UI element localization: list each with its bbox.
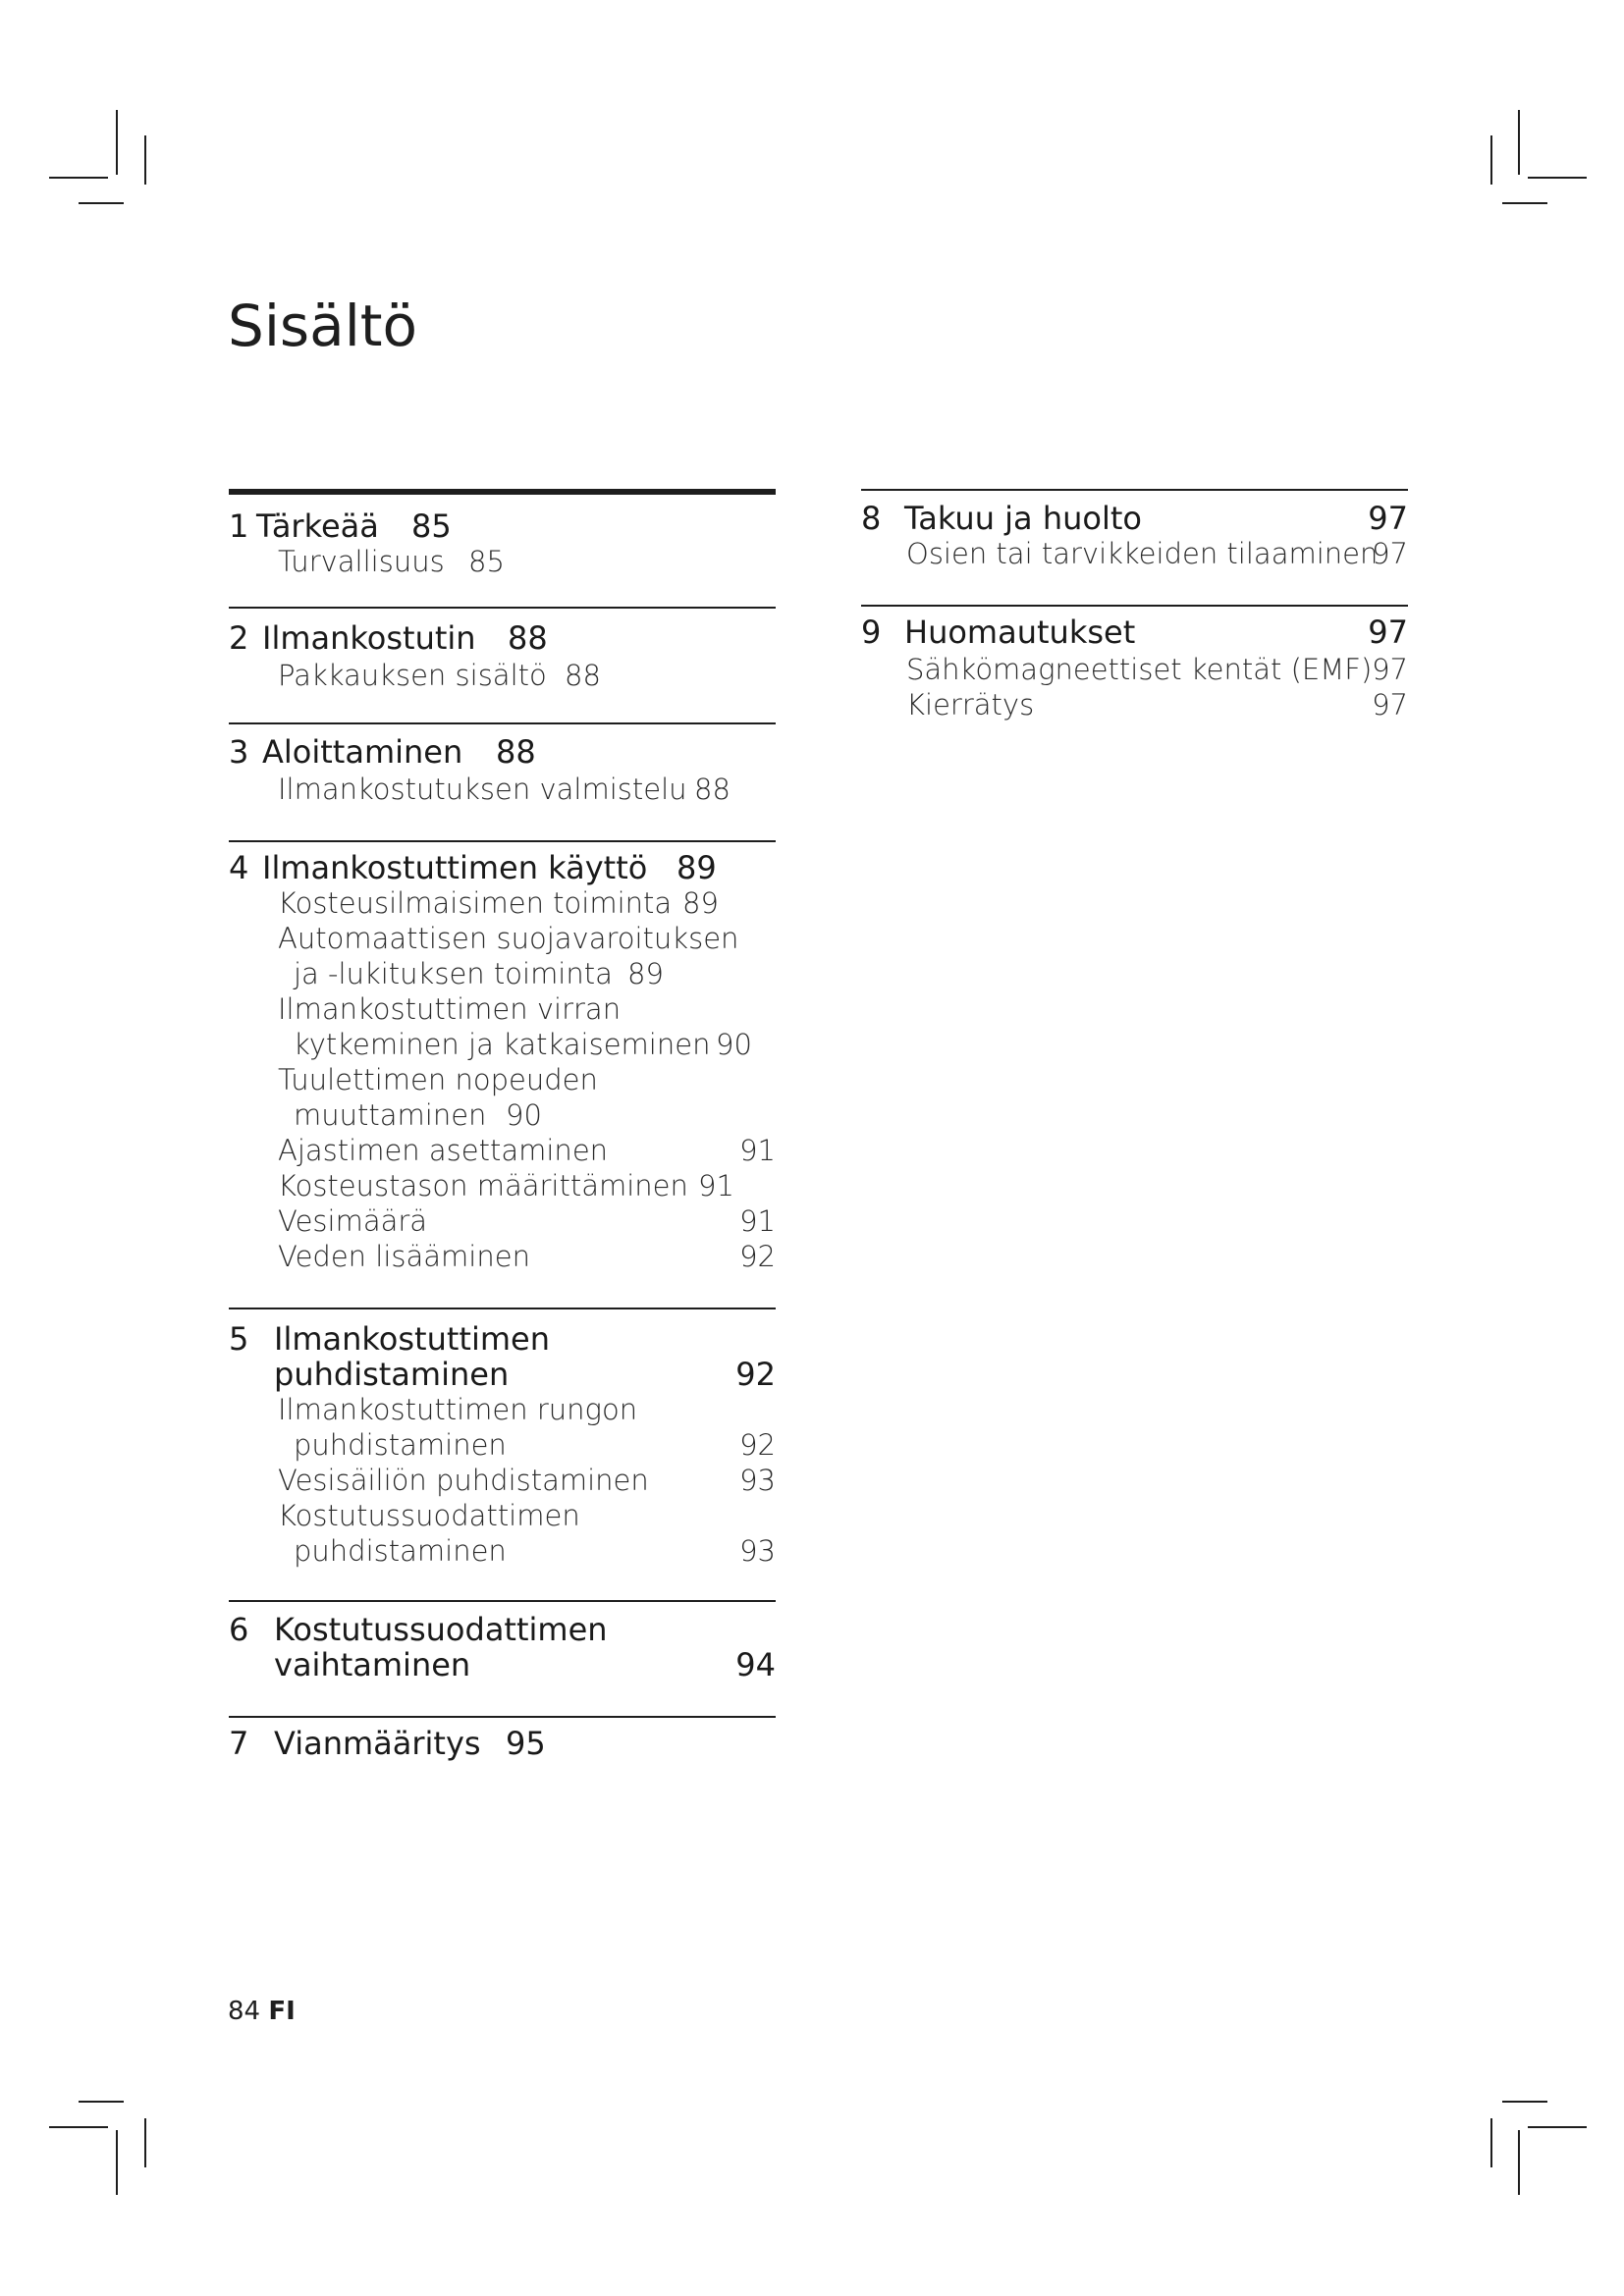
toc-section-5 <box>229 1308 776 1600</box>
entry-title-line1: Automaattisen suojavaroituksen <box>278 922 739 955</box>
toc-heading-2[interactable] <box>229 620 776 656</box>
section-title: Huomautukset <box>904 614 1136 651</box>
toc-entry[interactable] <box>861 687 1408 722</box>
toc-heading-3[interactable] <box>229 734 776 770</box>
section-title-line2: puhdistaminen <box>274 1356 510 1393</box>
section-page: 85 <box>411 507 452 545</box>
section-title: Ilmankostuttimen käyttö <box>262 849 648 886</box>
section-page: 97 <box>1368 614 1408 651</box>
toc-entry-continued[interactable] <box>229 956 776 991</box>
toc-heading-9[interactable] <box>861 614 1408 650</box>
section-title-line2: vaihtaminen <box>274 1646 471 1683</box>
entry-page: 97 <box>1372 688 1408 721</box>
section-title-line1: Kostutussuodattimen <box>274 1611 608 1648</box>
entry-page: 91 <box>739 1134 776 1167</box>
toc-section-6 <box>229 1600 776 1716</box>
toc-section-8 <box>861 489 1408 605</box>
toc-entry[interactable] <box>229 1498 776 1533</box>
section-page: 95 <box>506 1725 546 1762</box>
entry-title: Kierrätys <box>906 688 1035 721</box>
section-title-line1: Ilmankostuttimen <box>274 1320 550 1358</box>
toc-heading-8[interactable] <box>861 501 1408 536</box>
entry-title-line1: Ilmankostuttimen virran <box>278 992 622 1026</box>
section-page: 94 <box>735 1646 776 1683</box>
section-title: Tärkeää <box>256 507 379 545</box>
entry-title: Pakkauksen sisältö <box>278 659 547 692</box>
entry-page: 90 <box>506 1098 542 1132</box>
entry-page: 92 <box>739 1240 776 1273</box>
toc-entry-continued[interactable] <box>229 1533 776 1569</box>
entry-title-line2: kytkeminen ja katkaiseminen <box>294 1028 711 1061</box>
section-number: 1 <box>229 507 249 545</box>
entry-page: 88 <box>565 659 601 692</box>
entry-title: Ajastimen asettaminen <box>278 1134 609 1167</box>
toc-entry-continued[interactable] <box>229 1427 776 1463</box>
entry-page: 92 <box>739 1428 776 1462</box>
toc-heading-6[interactable] <box>229 1612 776 1647</box>
toc-entry-continued[interactable] <box>229 1027 776 1062</box>
entry-title: Ilmankostutuksen valmistelu <box>278 773 687 806</box>
entry-page: 97 <box>1372 537 1408 570</box>
section-page: 88 <box>496 733 536 771</box>
section-page: 97 <box>1368 500 1408 537</box>
toc-heading-7[interactable] <box>229 1726 776 1761</box>
entry-title-line2: puhdistaminen <box>294 1428 507 1462</box>
entry-page: 93 <box>739 1534 776 1568</box>
toc-section-1 <box>229 489 776 607</box>
entry-page: 91 <box>739 1204 776 1238</box>
section-page: 88 <box>508 619 548 657</box>
toc-heading-4[interactable] <box>229 850 776 885</box>
entry-page: 93 <box>739 1464 776 1497</box>
entry-title: Kosteusilmaisimen toiminta <box>278 886 673 920</box>
toc-entry[interactable] <box>861 536 1408 571</box>
entry-title: Sähkömagneettiset kentät (EMF) <box>906 653 1373 686</box>
toc-entry[interactable] <box>229 1463 776 1498</box>
toc-section-4 <box>229 840 776 1308</box>
section-page: 89 <box>677 849 717 886</box>
toc-right-column <box>861 489 1408 734</box>
toc-entry[interactable] <box>229 1239 776 1274</box>
entry-title-line1: Tuulettimen nopeuden <box>278 1063 598 1096</box>
entry-title: Vesimäärä <box>278 1204 428 1238</box>
toc-entry[interactable] <box>229 885 776 921</box>
section-title: Takuu ja huolto <box>904 500 1142 537</box>
section-number: 8 <box>861 500 882 537</box>
entry-page: 89 <box>627 957 664 990</box>
toc-entry[interactable] <box>229 1062 776 1097</box>
section-number: 3 <box>229 733 249 771</box>
toc-entry[interactable] <box>229 1133 776 1168</box>
entry-title-line2: ja -lukituksen toiminta <box>294 957 613 990</box>
toc-left-column <box>229 489 776 1777</box>
toc-entry[interactable] <box>229 991 776 1027</box>
toc-entry[interactable] <box>229 1392 776 1427</box>
toc-entry[interactable] <box>229 921 776 956</box>
footer-language: FI <box>268 1997 296 2026</box>
toc-entry[interactable] <box>229 544 776 579</box>
toc-entry-continued[interactable] <box>229 1097 776 1133</box>
toc-heading-1[interactable] <box>229 508 776 544</box>
entry-page: 91 <box>698 1169 734 1202</box>
section-number: 6 <box>229 1611 249 1648</box>
page-footer <box>228 1997 296 2026</box>
toc-section-9 <box>861 605 1408 734</box>
toc-heading-5-continued[interactable] <box>229 1357 776 1392</box>
section-number: 9 <box>861 614 882 651</box>
entry-title: Osien tai tarvikkeiden tilaaminen <box>906 537 1379 570</box>
entry-page: 97 <box>1372 653 1408 686</box>
section-number: 7 <box>229 1725 249 1762</box>
entry-page: 88 <box>694 773 731 806</box>
toc-section-2 <box>229 607 776 722</box>
toc-heading-6-continued[interactable] <box>229 1647 776 1682</box>
entry-title-line1: Kostutussuodattimen <box>278 1499 580 1532</box>
entry-title: Veden lisääminen <box>278 1240 530 1273</box>
entry-page: 85 <box>468 545 505 578</box>
toc-section-3 <box>229 722 776 840</box>
toc-entry[interactable] <box>229 772 776 807</box>
entry-title: Turvallisuus <box>278 545 445 578</box>
toc-heading-5[interactable] <box>229 1321 776 1357</box>
section-number: 5 <box>229 1320 249 1358</box>
section-title: Aloittaminen <box>262 733 463 771</box>
toc-entry[interactable] <box>229 1203 776 1239</box>
entry-title-line1: Ilmankostuttimen rungon <box>278 1393 638 1426</box>
entry-title: Vesisäiliön puhdistaminen <box>278 1464 649 1497</box>
entry-title-line2: muuttaminen <box>294 1098 487 1132</box>
entry-page: 90 <box>716 1028 752 1061</box>
page-title: Sisältö <box>228 293 418 359</box>
entry-page: 89 <box>682 886 719 920</box>
section-number: 4 <box>229 849 249 886</box>
toc-entry[interactable] <box>861 652 1408 687</box>
footer-page-number: 84 <box>228 1997 261 2026</box>
toc-entry[interactable] <box>229 658 776 693</box>
entry-title-line2: puhdistaminen <box>294 1534 507 1568</box>
section-title: Vianmääritys <box>274 1725 481 1762</box>
section-page: 92 <box>735 1356 776 1393</box>
toc-entry[interactable] <box>229 1168 776 1203</box>
section-title: Ilmankostutin <box>262 619 476 657</box>
entry-title: Kosteustason määrittäminen <box>278 1169 688 1202</box>
section-number: 2 <box>229 619 249 657</box>
toc-section-7 <box>229 1716 776 1777</box>
